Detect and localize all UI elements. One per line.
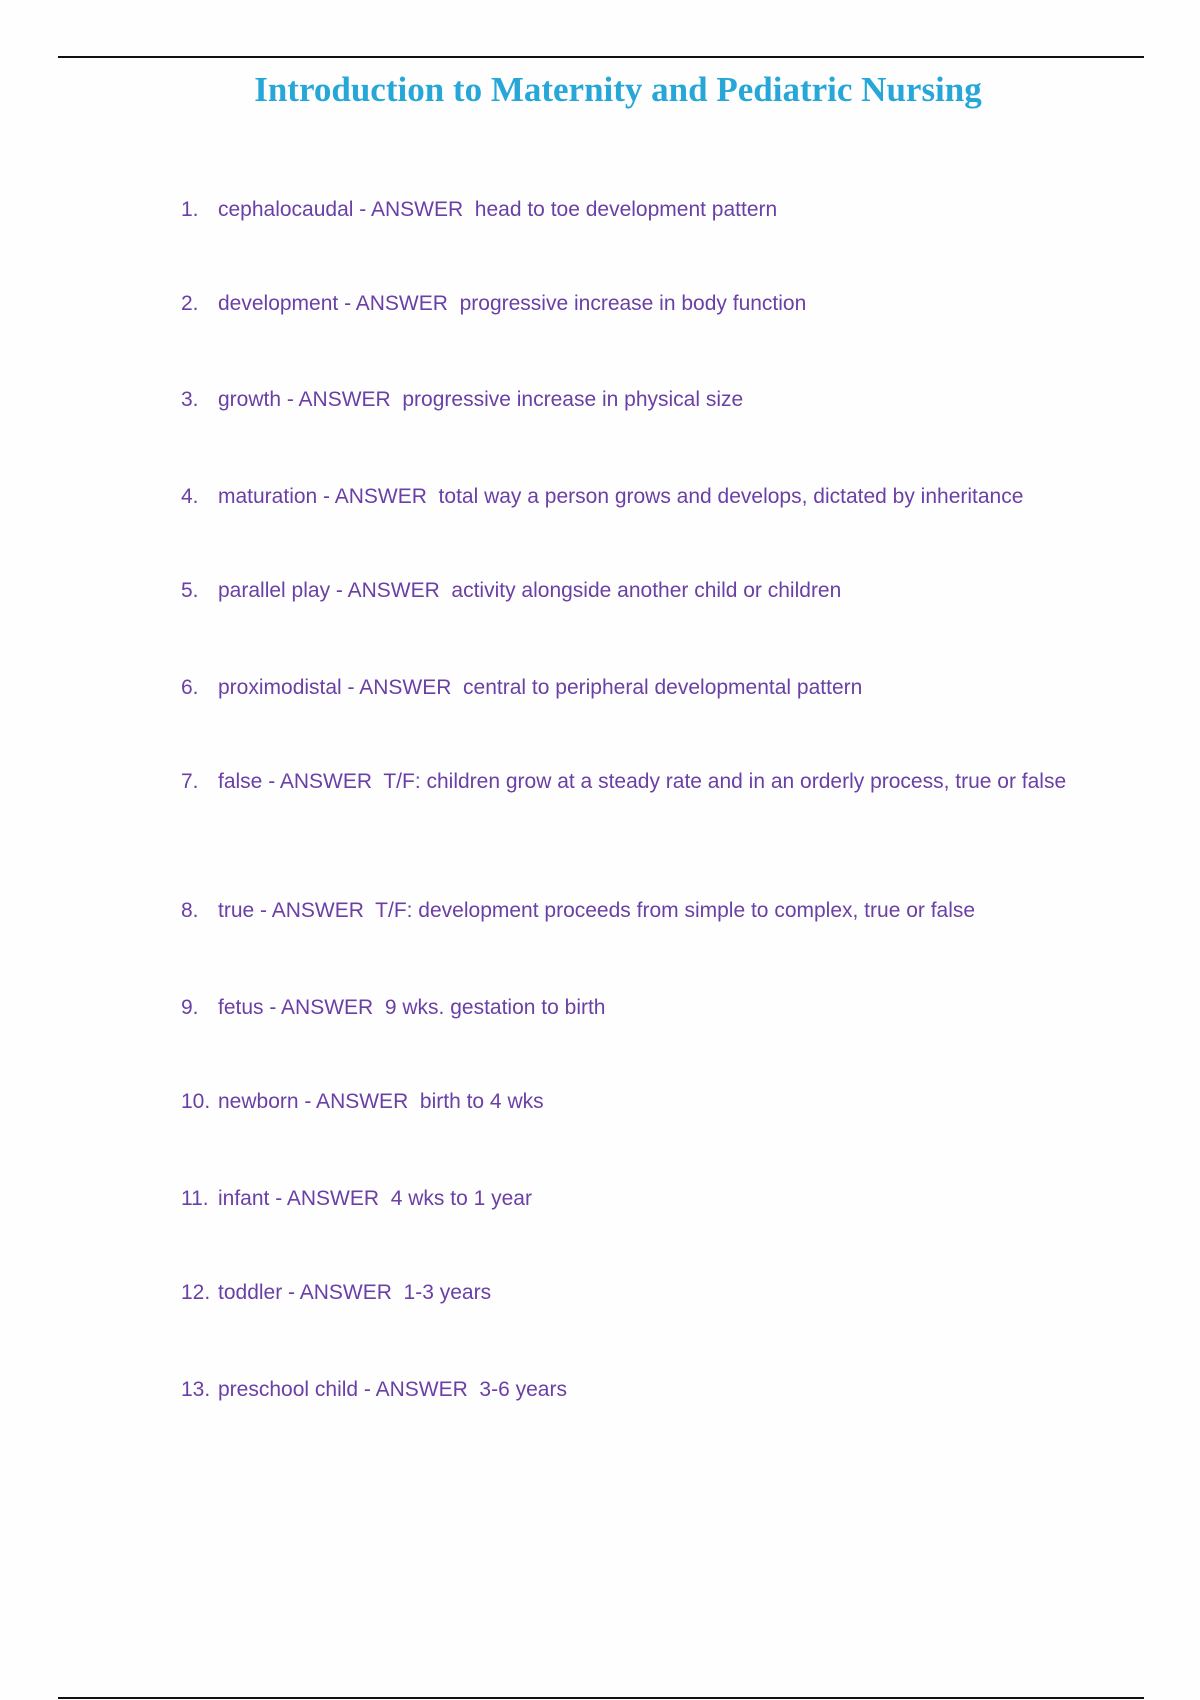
top-rule	[58, 56, 1144, 58]
item-text: infant - ANSWER 4 wks to 1 year	[218, 1187, 532, 1210]
list-item	[181, 1374, 1081, 1406]
list-item	[181, 766, 1081, 798]
item-number: 3.	[181, 388, 199, 411]
list-item	[181, 1277, 1081, 1309]
list-item	[181, 895, 1081, 927]
item-text: parallel play - ANSWER activity alongside another child or children	[218, 579, 842, 602]
page-title: Introduction to Maternity and Pediatric Nursing	[254, 70, 982, 109]
item-text: maturation - ANSWER total way a person grows and develops, dictated by inheritance	[218, 485, 1024, 508]
item-number: 8.	[181, 899, 199, 922]
item-text: false - ANSWER T/F: children grow at a steady rate and in an orderly process, true or false	[218, 770, 1067, 793]
item-number: 1.	[181, 198, 199, 221]
item-text: development - ANSWER progressive increase in body function	[218, 292, 807, 315]
list-item	[181, 481, 1081, 513]
list-item	[181, 1183, 1081, 1215]
item-text: growth - ANSWER progressive increase in physical size	[218, 388, 744, 411]
list-item	[181, 288, 1081, 320]
list-item	[181, 384, 1081, 416]
item-text: proximodistal - ANSWER central to peripheral developmental pattern	[218, 676, 863, 699]
item-text: true - ANSWER T/F: development proceeds from simple to complex, true or false	[218, 899, 976, 922]
item-number: 11.	[181, 1187, 209, 1210]
item-number: 4.	[181, 485, 199, 508]
item-text: newborn - ANSWER birth to 4 wks	[218, 1090, 544, 1113]
list-item	[181, 575, 1081, 607]
item-text: toddler - ANSWER 1-3 years	[218, 1281, 492, 1304]
list-item	[181, 194, 1081, 226]
item-number: 10.	[181, 1090, 211, 1113]
item-number: 12.	[181, 1281, 211, 1304]
item-text: cephalocaudal - ANSWER head to toe development pattern	[218, 198, 778, 221]
bottom-rule	[58, 1697, 1144, 1699]
item-number: 2.	[181, 292, 199, 315]
item-text: fetus - ANSWER 9 wks. gestation to birth	[218, 996, 606, 1019]
list-item	[181, 1086, 1081, 1118]
item-number: 5.	[181, 579, 199, 602]
item-number: 6.	[181, 676, 199, 699]
list-item	[181, 992, 1081, 1024]
item-number: 9.	[181, 996, 199, 1019]
item-text: preschool child - ANSWER 3-6 years	[218, 1378, 567, 1401]
item-number: 13.	[181, 1378, 211, 1401]
list-item	[181, 672, 1081, 704]
item-number: 7.	[181, 770, 199, 793]
